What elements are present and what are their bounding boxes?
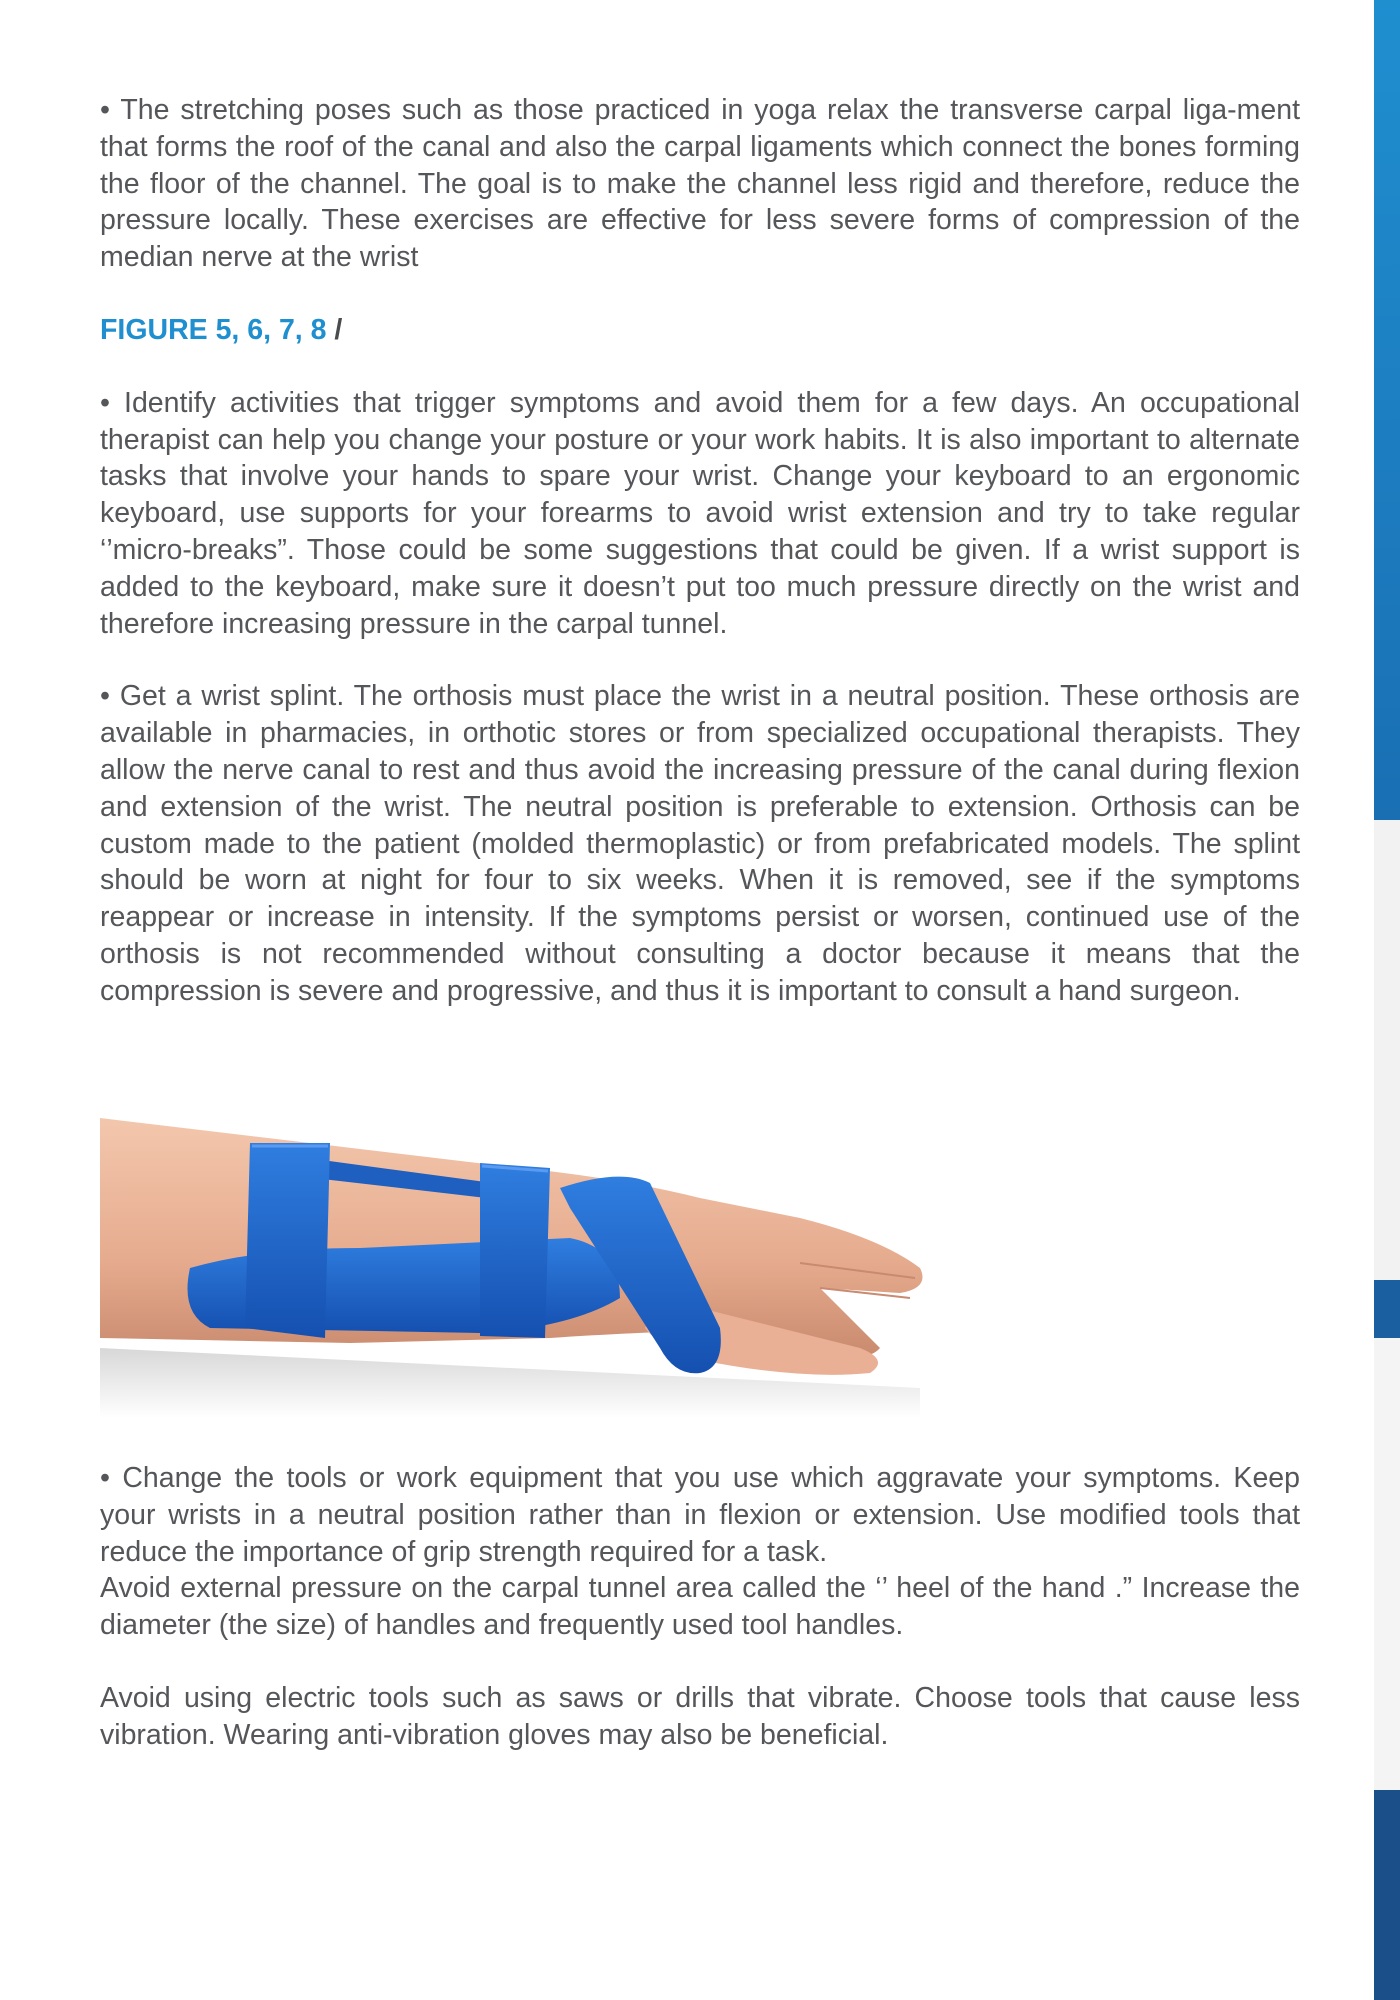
paragraph-splint: • Get a wrist splint. The orthosis must place the wrist in a neutral position. These orthosis are available in pharmacies, in orthotic stores or from specialized occupational therapists. They allow the nerve canal to rest and thus avoid the increasing pressure of the canal during flexion and extension of the wrist. The neutral position is preferable to extension. Orthosis can be custom made to the patient (molded thermoplastic) or from prefabricated models. The splint should be worn at night for four to six weeks. When it is removed, see if the symptoms reappear or increase in intensity. If the symptoms persist or worsen, continued use of the orthosis is not recommended without consulting a doctor because it means that the compression is severe and progressive, and thus it is important to consult a hand surgeon. — [100, 680, 1300, 1007]
figure-heading-label: FIGURE 5, 6, 7, 8 — [100, 313, 327, 346]
stripe-segment-bottom — [1374, 1790, 1400, 2000]
wrist-splint-photo — [100, 1098, 1040, 1418]
figure-heading-slash: / — [326, 313, 343, 346]
side-stripe — [1374, 0, 1400, 2000]
figure-heading — [100, 312, 1300, 349]
page-content — [100, 92, 1300, 1010]
paragraph-identify: • Identify activities that trigger symptoms and avoid them for a few days. An occupational therapist can help you change your posture or your work habits. It is also important to alternate tasks that involve your hands to spare your wrist. Change your keyboard to an ergonomic keyboard, use supports for your forearms to avoid wrist extension and try to take regular ‘’micro-breaks”. Those could be some suggestions that could be given. If a wrist support is added to the keyboard, make sure it doesn’t put too much pressure directly on the wrist and therefore increasing pressure in the carpal tunnel. — [100, 386, 1300, 640]
stripe-segment-mid — [1374, 1280, 1400, 1338]
paragraph-tools-2: Avoid external pressure on the carpal tunnel area called the ‘’ heel of the hand .” Increase the diameter (the size) of handles and frequently used tool handles. — [100, 1572, 1300, 1642]
stripe-segment-top — [1374, 0, 1400, 820]
stripe-segment-light — [1374, 820, 1400, 1280]
stripe-segment-light-2 — [1374, 1338, 1400, 1790]
paragraph-stretching: • The stretching poses such as those practiced in yoga relax the transverse carpal liga-ment that forms the roof of the canal and also the carpal ligaments which connect the bones forming the floor of the channel. The goal is to make the channel less rigid and therefore, reduce the pressure locally. These exercises are effective for less severe forms of compression of the median nerve at the wrist — [100, 94, 1300, 274]
wrist-splint-illustration — [100, 1098, 1040, 1418]
paragraph-tools-1: • Change the tools or work equipment that you use which aggravate your symptoms. Keep your wrists in a neutral position rather than in flexion or extension. Use modified tools that reduce the importance of grip strength required for a task. — [100, 1462, 1300, 1568]
page-content-lower — [100, 1460, 1300, 1754]
paragraph-vibration: Avoid using electric tools such as saws or drills that vibrate. Choose tools that cause less vibration. Wearing anti-vibration gloves may also be beneficial. — [100, 1681, 1300, 1751]
